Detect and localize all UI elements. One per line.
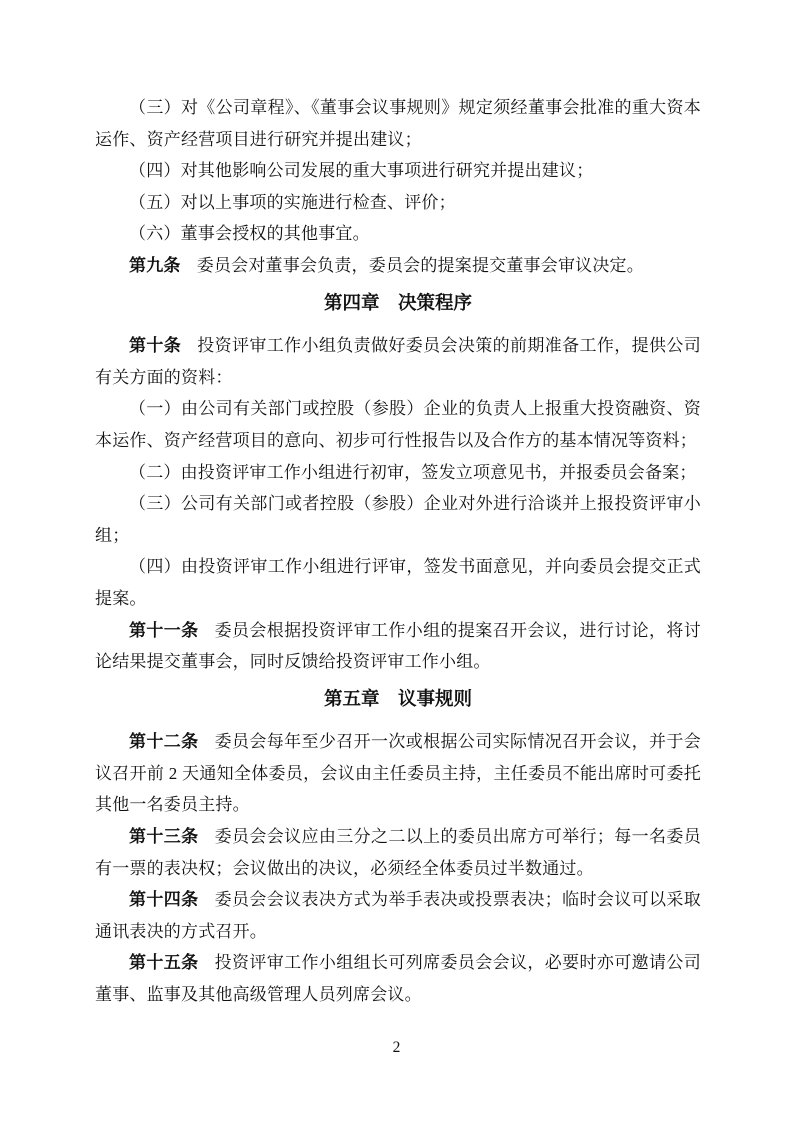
clause-paragraph: （四）对其他影响公司发展的重大事项进行研究并提出建议；	[129, 161, 594, 181]
clause-paragraph: （三）公司有关部门或者控股（参股）企业对外进行洽谈并上报投资评审小组；	[95, 494, 701, 545]
article-paragraph	[95, 821, 701, 884]
article-paragraph	[95, 726, 701, 821]
article-label: 第十五条	[129, 953, 199, 973]
article-text: 委员会根据投资评审工作小组的提案召开会议，进行讨论，将讨论结果提交董事会，同时反馈给投资评审工作小组。	[95, 620, 701, 672]
clause-paragraph: （三）对《公司章程》、《董事会议事规则》规定须经董事会批准的重大资本运作、资产经营项目进行研究并提出建议；	[95, 98, 701, 149]
page-number: 2	[392, 1039, 401, 1056]
clause-paragraph: （五）对以上事项的实施进行检查、评价；	[129, 192, 456, 212]
article-text: 投资评审工作小组负责做好委员会决策的前期准备工作，提供公司有关方面的资料：	[95, 336, 701, 387]
article-text: 委员会会议表决方式为举手表决或投票表决；临时会议可以采取通讯表决的方式召开。	[95, 890, 701, 941]
article-text: 委员会会议应由三分之二以上的委员出席方可举行；每一名委员有一票的表决权；会议做出的决议，必须经全体委员过半数通过。	[95, 827, 701, 878]
article-paragraph	[95, 884, 701, 947]
article-text: 投资评审工作小组组长可列席委员会会议，必要时亦可邀请公司董事、监事及其他高级管理人员列席会议。	[95, 953, 701, 1005]
clause-paragraph: （二）由投资评审工作小组进行初审，签发立项意见书，并报委员会备案；	[129, 462, 697, 482]
article-label: 第十条	[129, 336, 182, 356]
article-paragraph	[95, 615, 701, 678]
clause-paragraph: （六）董事会授权的其他事宜。	[129, 224, 370, 244]
clause-paragraph: （四）由投资评审工作小组进行评审，签发书面意见，并向委员会提交正式提案。	[95, 557, 701, 608]
article-text: 委员会对董事会负责，委员会的提案提交董事会审议决定。	[196, 255, 644, 275]
article-label: 第十三条	[129, 827, 199, 847]
chapter-heading: 第五章 议事规则	[323, 689, 472, 710]
clause-paragraph: （一）由公司有关部门或控股（参股）企业的负责人上报重大投资融资、资本运作、资产经营项目的意向、初步可行性报告以及合作方的基本情况等资料；	[95, 399, 701, 450]
article-paragraph	[95, 330, 701, 393]
article-label: 第十一条	[129, 620, 199, 640]
article-label: 第十四条	[129, 890, 199, 910]
article-label: 第九条	[129, 255, 181, 275]
article-text: 委员会每年至少召开一次或根据公司实际情况召开会议，并于会议召开前 2 天通知全体委员，会议由主任委员主持，主任委员不能出席时可委托其他一名委员主持。	[95, 732, 701, 815]
document-body	[95, 92, 701, 1011]
article-paragraph	[95, 250, 701, 282]
chapter-heading: 第四章 决策程序	[323, 293, 472, 314]
article-paragraph	[95, 947, 701, 1010]
article-label: 第十二条	[129, 732, 199, 752]
